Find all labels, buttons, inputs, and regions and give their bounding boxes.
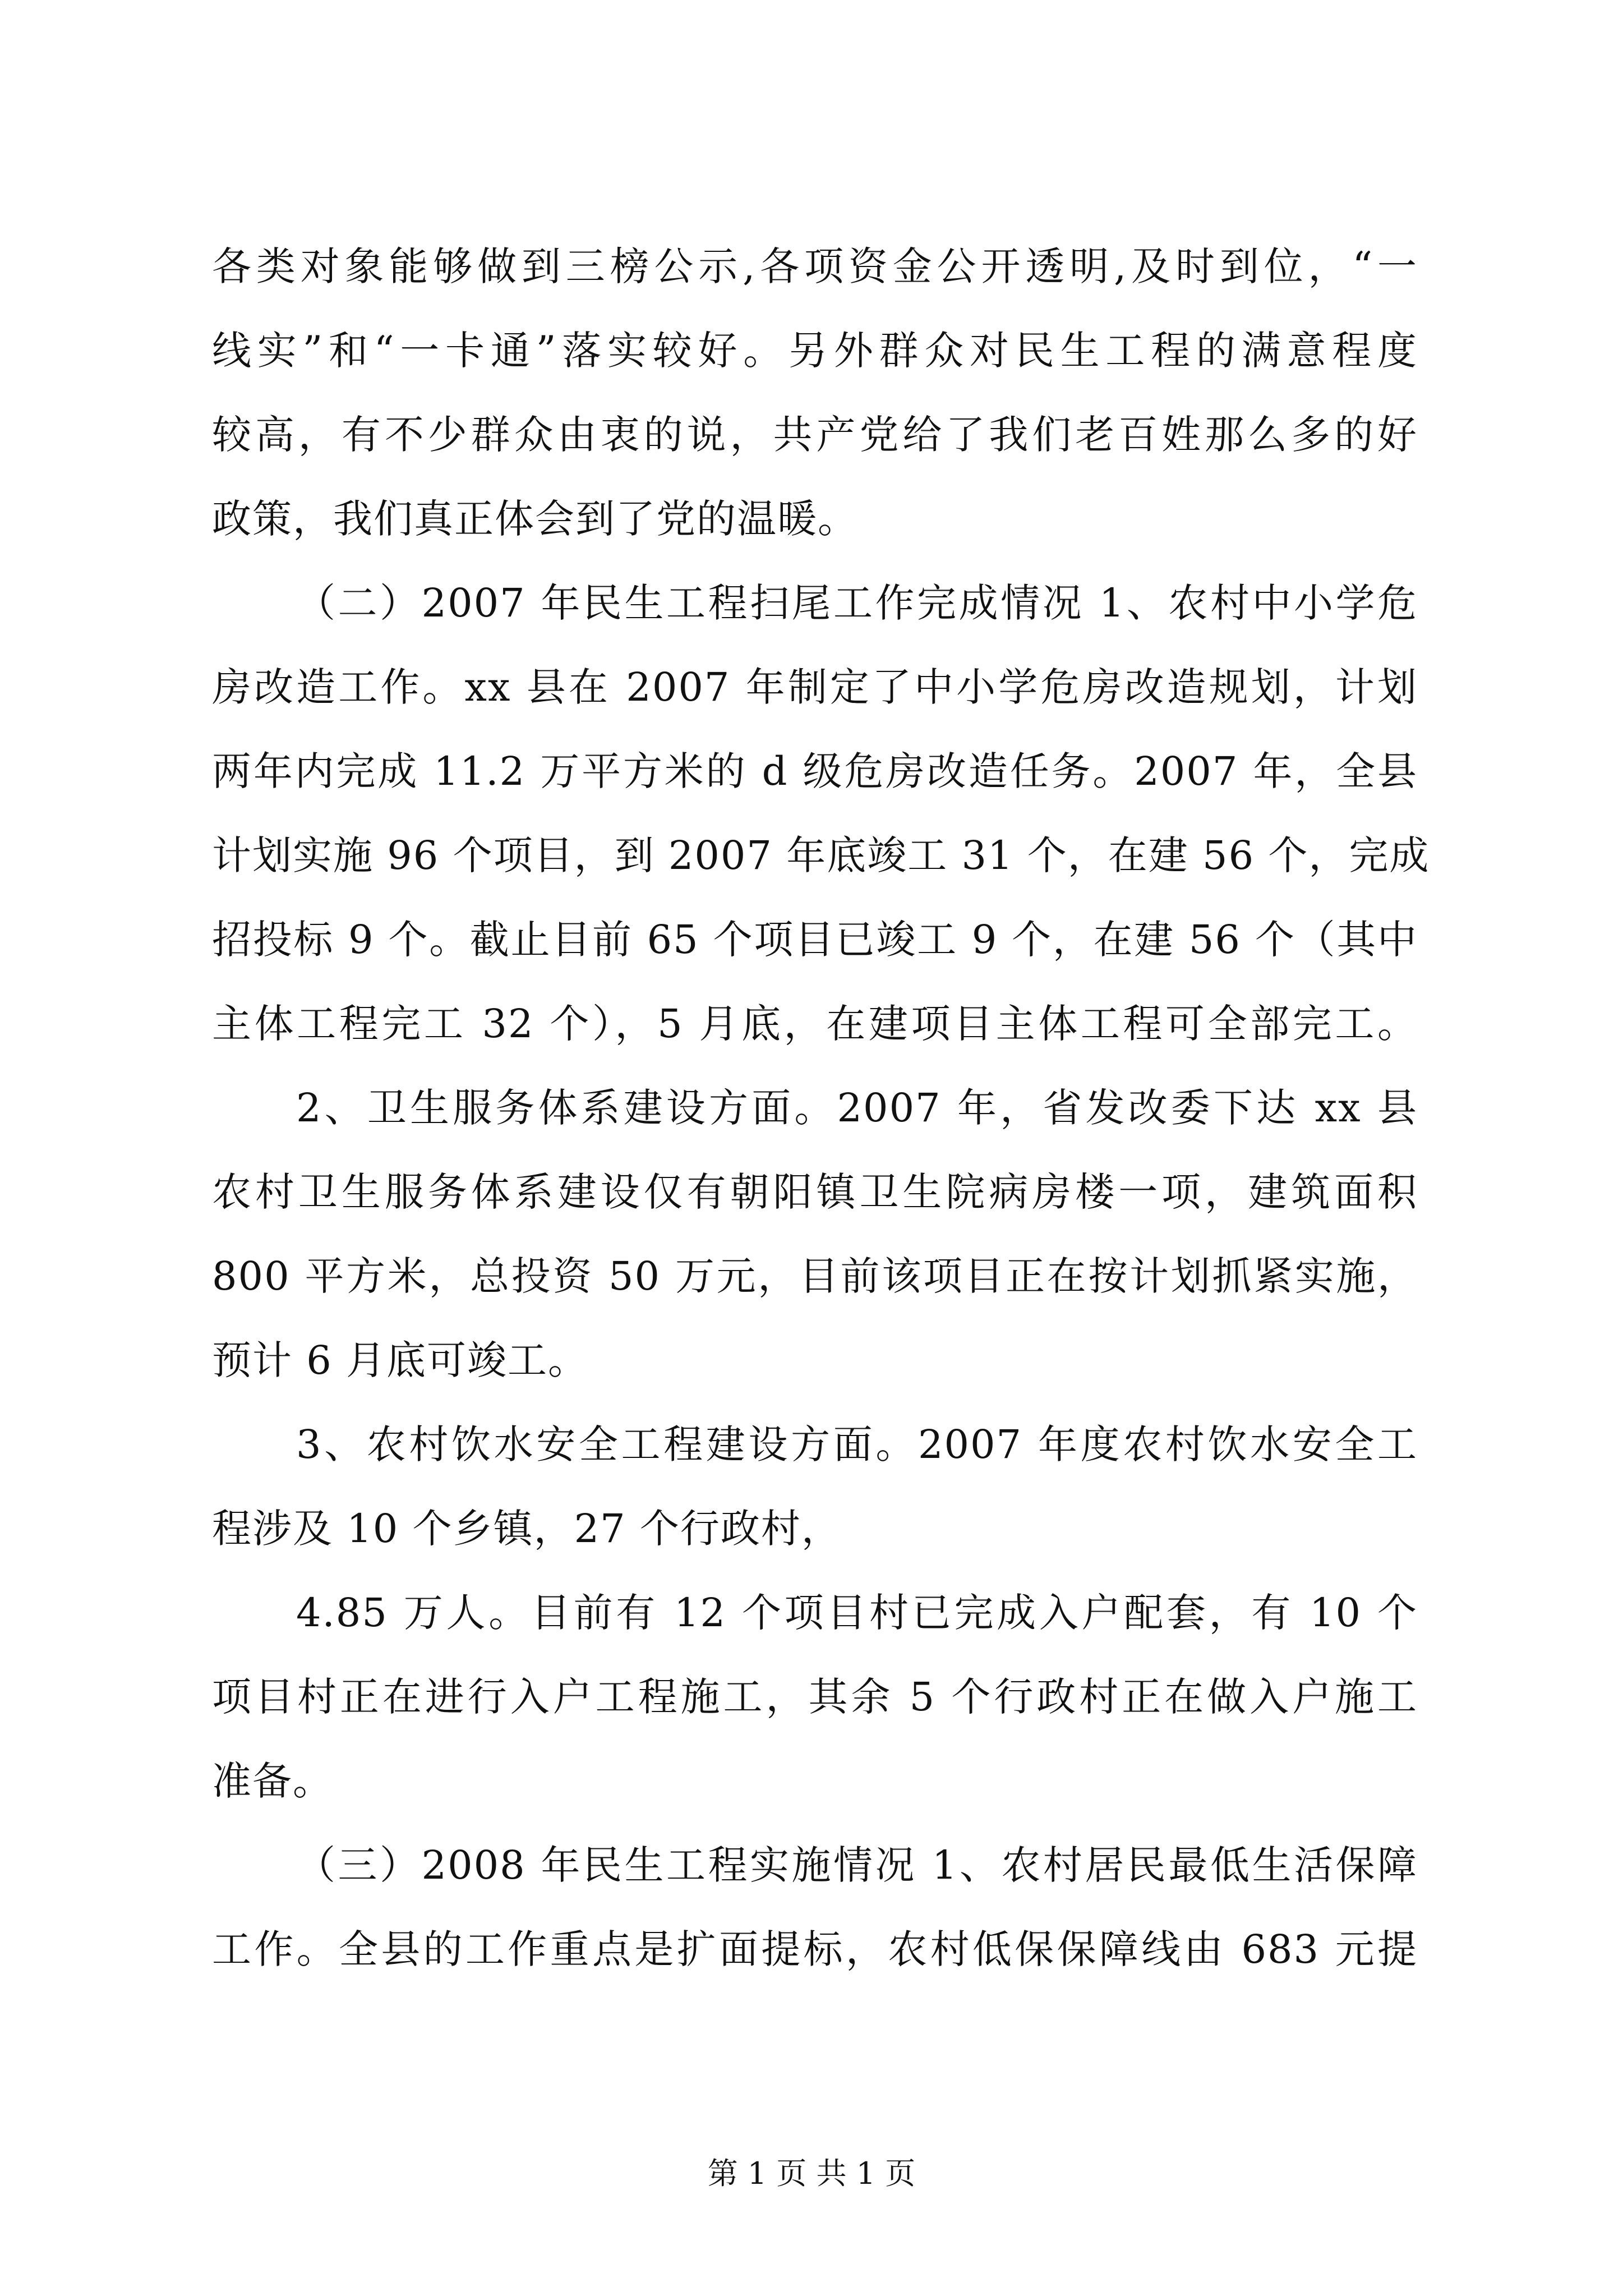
paragraph-start-line: 3、农村饮水安全工程建设方面。2007 年度农村饮水安全工 bbox=[296, 1421, 1418, 1467]
paragraph-start-line: 2、卫生服务体系建设方面。2007 年，省发改委下达 xx 县 bbox=[296, 1085, 1418, 1131]
paragraph-heading-line: （三）2008 年民生工程实施情况 1、农村居民最低生活保障 bbox=[296, 1842, 1418, 1888]
paragraph-heading-line: （二）2007 年民生工程扫尾工作完成情况 1、农村中小学危 bbox=[296, 580, 1418, 626]
text-line: 项目村正在进行入户工程施工，其余 5 个行政村正在做入户施工 bbox=[212, 1674, 1418, 1720]
text-line: 招投标 9 个。截止目前 65 个项目已竣工 9 个，在建 56 个（其中 bbox=[212, 917, 1418, 963]
text-line: 较高，有不少群众由衷的说，共产党给了我们老百姓那么多的好 bbox=[212, 412, 1418, 458]
paragraph-start-line: 4.85 万人。目前有 12 个项目村已完成入户配套，有 10 个 bbox=[296, 1590, 1418, 1636]
text-line: 各类对象能够做到三榜公示,各项资金公开透明,及时到位，“一 bbox=[212, 243, 1418, 289]
text-line: 两年内完成 11.2 万平方米的 d 级危房改造任务。2007 年，全县 bbox=[212, 748, 1418, 794]
text-line: 政策，我们真正体会到了党的温暖。 bbox=[212, 496, 858, 542]
text-line: 程涉及 10 个乡镇，27 个行政村， bbox=[212, 1506, 842, 1552]
text-line: 线实”和“一卡通”落实较好。另外群众对民生工程的满意程度 bbox=[212, 328, 1418, 374]
text-line: 计划实施 96 个项目，到 2007 年底竣工 31 个，在建 56 个，完成 bbox=[212, 832, 1430, 878]
page-number-footer: 第 1 页 共 1 页 bbox=[707, 2156, 916, 2191]
text-line: 预计 6 月底可竣工。 bbox=[212, 1337, 589, 1383]
text-line: 800 平方米，总投资 50 万元，目前该项目正在按计划抓紧实施， bbox=[212, 1253, 1418, 1299]
text-line: 主体工程完工 32 个），5 月底，在建项目主体工程可全部完工。 bbox=[212, 1001, 1418, 1047]
text-line: 准备。 bbox=[212, 1758, 333, 1804]
text-line: 房改造工作。xx 县在 2007 年制定了中小学危房改造规划，计划 bbox=[212, 664, 1418, 710]
text-line: 工作。全县的工作重点是扩面提标，农村低保保障线由 683 元提 bbox=[212, 1926, 1418, 1972]
text-line: 农村卫生服务体系建设仅有朝阳镇卫生院病房楼一项，建筑面积 bbox=[212, 1169, 1418, 1215]
